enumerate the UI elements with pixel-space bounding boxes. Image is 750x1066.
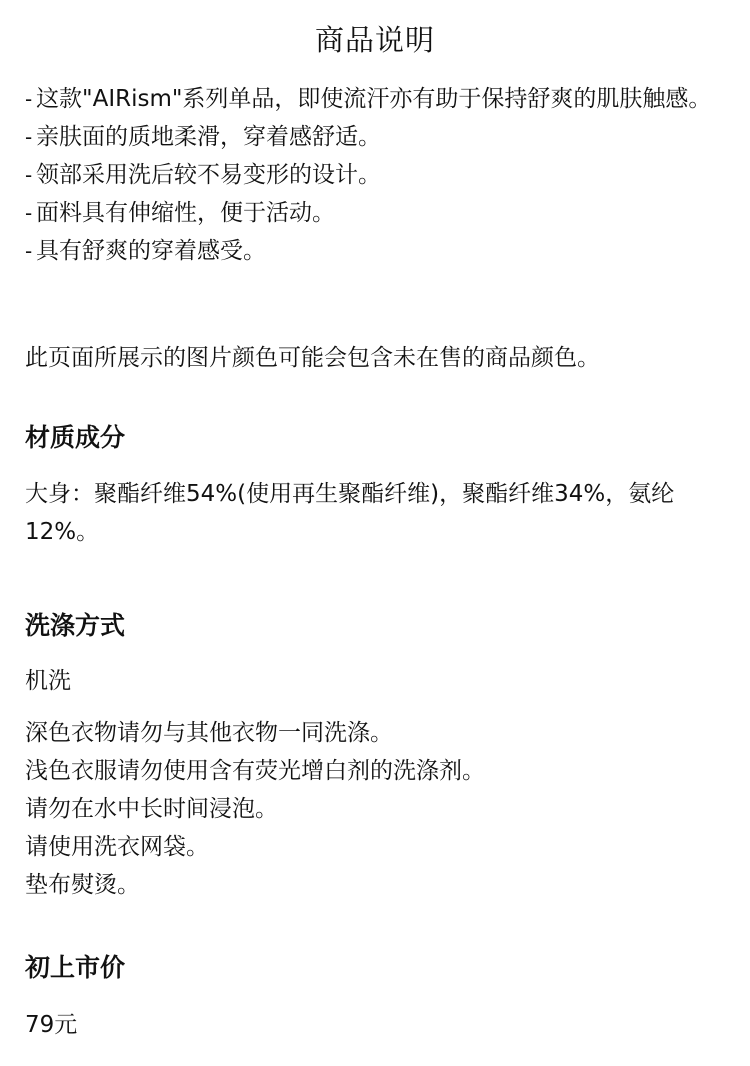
price-heading: 初上市价 (25, 953, 126, 982)
washing-instruction: 请使用洗衣网袋。 (25, 834, 209, 860)
price-value: 79元 (25, 1012, 78, 1038)
list-item (25, 156, 730, 194)
feature-text: 亲肤面的质地柔滑，穿着感舒适。 (36, 124, 381, 150)
bullet-marker: - (25, 125, 33, 149)
bullet-marker: - (25, 239, 33, 263)
material-heading: 材质成分 (25, 423, 126, 452)
washing-instruction: 浅色衣服请勿使用含有荧光增白剂的洗涤剂。 (25, 758, 485, 784)
feature-list (25, 80, 730, 270)
washing-instruction: 垫布熨烫。 (25, 872, 140, 898)
feature-text: 具有舒爽的穿着感受。 (36, 238, 266, 264)
bullet-marker: - (25, 201, 33, 225)
washing-instruction: 深色衣物请勿与其他衣物一同洗涤。 (25, 720, 393, 746)
list-item (25, 80, 730, 118)
washing-method: 机洗 (25, 668, 71, 694)
color-disclaimer: 此页面所展示的图片颜色可能会包含未在售的商品颜色。 (25, 345, 600, 371)
feature-text: 这款"AIRism"系列单品，即使流汗亦有助于保持舒爽的肌肤触感。 (36, 86, 712, 112)
page-title: 商品说明 (314, 23, 435, 57)
bullet-marker: - (25, 87, 33, 111)
washing-instruction: 请勿在水中长时间浸泡。 (25, 796, 278, 822)
feature-text: 领部采用洗后较不易变形的设计。 (36, 162, 381, 188)
list-item (25, 194, 730, 232)
material-text: 大身：聚酯纤维54%(使用再生聚酯纤维)，聚酯纤维34%，氨纶12%。 (25, 481, 675, 545)
bullet-marker: - (25, 163, 33, 187)
washing-heading: 洗涤方式 (25, 611, 126, 640)
list-item (25, 232, 730, 270)
feature-text: 面料具有伸缩性，便于活动。 (36, 200, 335, 226)
list-item (25, 118, 730, 156)
